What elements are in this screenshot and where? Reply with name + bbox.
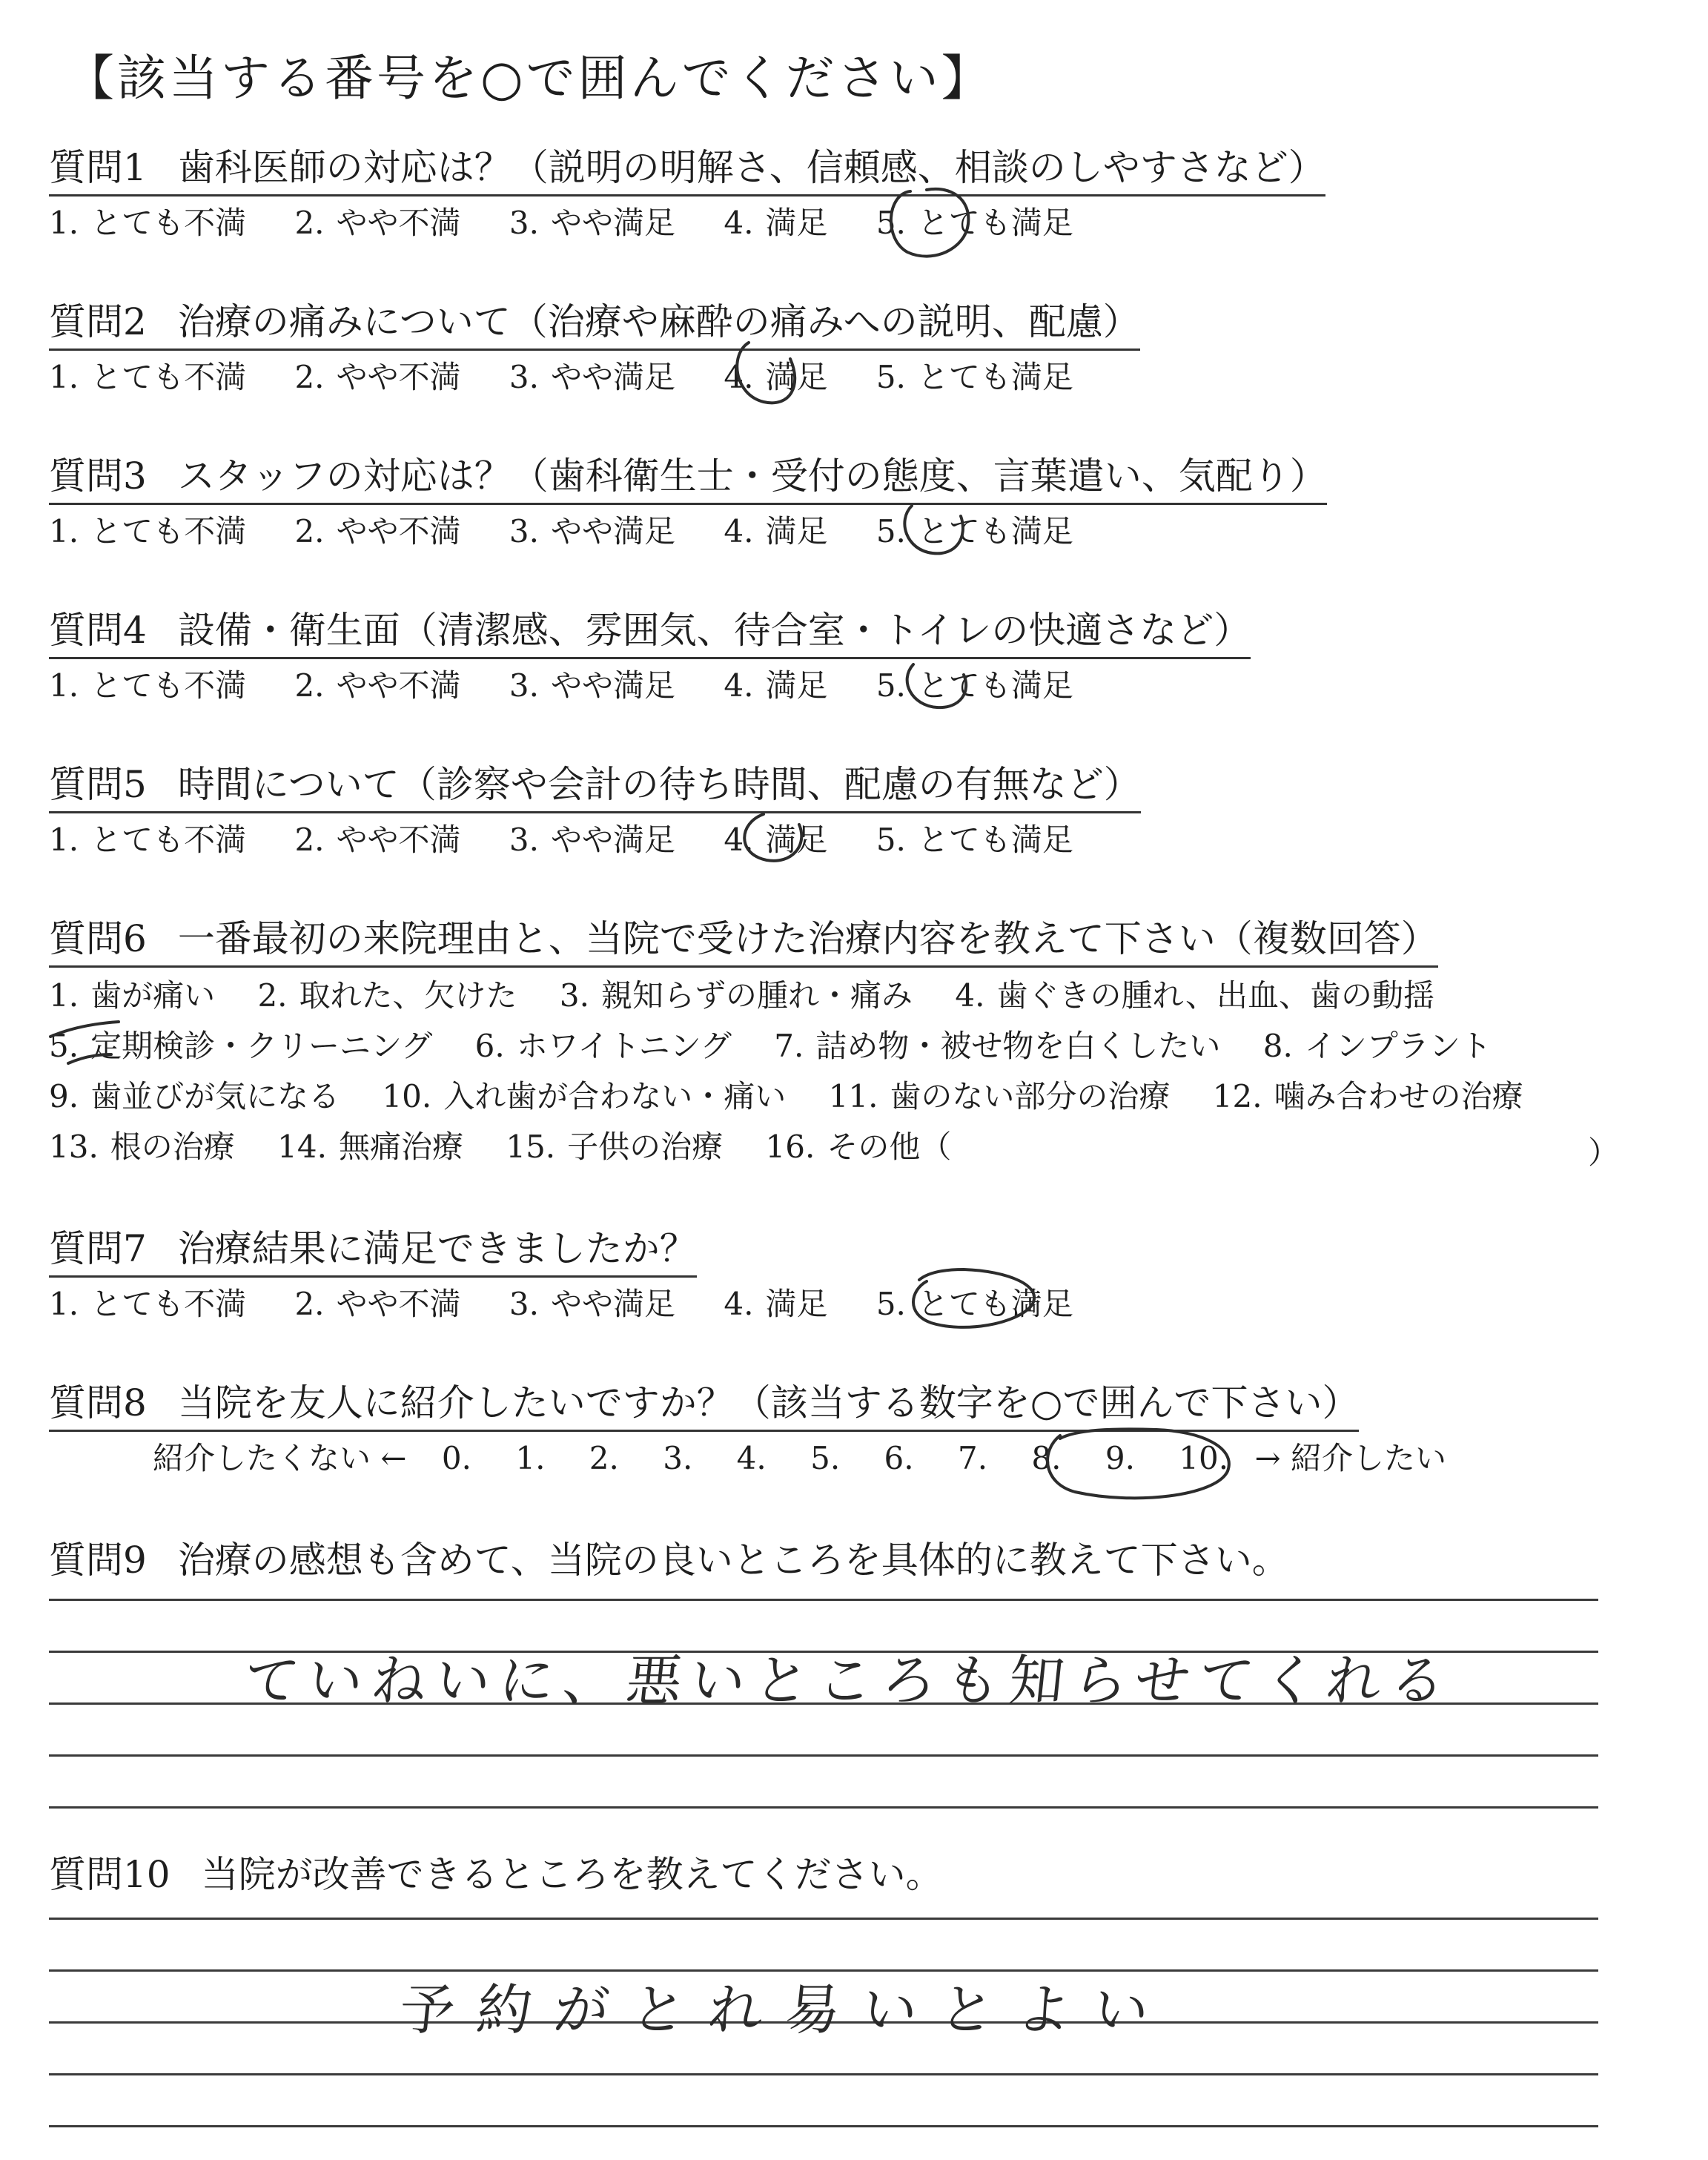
circle-mark-q7 <box>913 1269 1034 1327</box>
question-text: 治療の感想も含めて、当院の良いところを具体的に教えて下さい。 <box>177 1539 1289 1582</box>
scale-left-label: 紹介したくない ← <box>153 1440 407 1476</box>
option-5[interactable]: 5. とても満足 <box>875 513 1073 549</box>
option-2[interactable]: 2. やや不満 <box>294 359 461 395</box>
option-4[interactable]: 4. 満足 <box>724 822 828 858</box>
option-2[interactable]: 2. やや不満 <box>294 513 461 549</box>
circle-mark-q2 <box>737 343 795 403</box>
circle-mark-q4 <box>907 664 967 707</box>
option-6[interactable]: 6. ホワイトニング <box>474 1028 732 1064</box>
question-number: 質問4 <box>49 609 147 652</box>
question-number: 質問8 <box>49 1381 147 1424</box>
handwritten-answer-10[interactable]: 予約がとれ易いとよい <box>396 1978 1174 2042</box>
option-3[interactable]: 3. やや満足 <box>509 667 675 704</box>
option-12[interactable]: 12. 噛み合わせの治療 <box>1212 1078 1523 1114</box>
option-4[interactable]: 4. 満足 <box>724 359 828 395</box>
option-11[interactable]: 11. 歯のない部分の治療 <box>828 1078 1171 1114</box>
option-4[interactable]: 4. 満足 <box>724 205 828 241</box>
option-3[interactable]: 3. やや満足 <box>509 822 675 858</box>
option-5[interactable]: 5. とても満足 <box>875 205 1073 241</box>
option-2[interactable]: 2. やや不満 <box>294 822 461 858</box>
option-9[interactable]: 9. 歯並びが気になる <box>49 1078 340 1114</box>
circle-mark-q3 <box>904 506 963 553</box>
scale-5[interactable]: 5. <box>810 1440 841 1476</box>
option-5[interactable]: 5. 定期検診・クリーニング <box>49 1028 433 1064</box>
page-title: 【該当する番号を○で囲んでください】 <box>65 50 993 107</box>
option-2[interactable]: 2. やや不満 <box>294 205 461 241</box>
option-7[interactable]: 7. 詰め物・被せ物を白くしたい <box>774 1028 1221 1064</box>
question-number: 質問10 <box>49 1853 171 1896</box>
circle-mark-q1 <box>891 189 968 257</box>
strike-mark-q6 <box>50 1022 119 1063</box>
question-text: 治療の痛みについて（治療や麻酔の痛みへの説明、配慮） <box>177 300 1140 343</box>
question-number: 質問1 <box>49 146 147 189</box>
option-5[interactable]: 5. とても満足 <box>875 822 1073 858</box>
question-text: スタッフの対応は？（歯科衛生士・受付の態度、言葉遣い、気配り） <box>177 455 1327 498</box>
option-15[interactable]: 15. 子供の治療 <box>506 1129 724 1165</box>
option-3[interactable]: 3. やや満足 <box>509 205 675 241</box>
circle-mark-q8 <box>1047 1429 1229 1498</box>
option-8[interactable]: 8. インプラント <box>1262 1028 1492 1064</box>
question-text: 当院を友人に紹介したいですか？（該当する数字を○で囲んで下さい） <box>177 1381 1360 1424</box>
option-2[interactable]: 2. やや不満 <box>294 667 461 704</box>
scale-6[interactable]: 6. <box>884 1440 914 1476</box>
option-3[interactable]: 3. やや満足 <box>509 513 675 549</box>
circle-mark-q5 <box>744 814 801 861</box>
question-text: 歯科医師の対応は？（説明の明解さ、信頼感、相談のしやすさなど） <box>177 146 1325 189</box>
option-4[interactable]: 4. 満足 <box>724 1286 828 1322</box>
option-3[interactable]: 3. 親知らずの腫れ・痛み <box>559 977 913 1014</box>
option-2[interactable]: 2. 取れた、欠けた <box>257 977 517 1014</box>
question-text: 一番最初の来院理由と、当院で受けた治療内容を教えて下さい（複数回答） <box>177 917 1438 960</box>
option-3[interactable]: 3. やや満足 <box>509 359 675 395</box>
option-2[interactable]: 2. やや不満 <box>294 1286 461 1322</box>
scale-9[interactable]: 9. <box>1105 1440 1135 1476</box>
option-16[interactable]: 16. その他（ <box>765 1129 952 1165</box>
question-text: 当院が改善できるところを教えてください。 <box>201 1853 943 1896</box>
option-1[interactable]: 1. とても不満 <box>49 205 247 241</box>
scale-4[interactable]: 4. <box>736 1440 767 1476</box>
scale-7[interactable]: 7. <box>957 1440 988 1476</box>
option-1[interactable]: 1. とても不満 <box>49 822 247 858</box>
scale-0[interactable]: 0. <box>441 1440 471 1476</box>
option-4[interactable]: 4. 歯ぐきの腫れ、出血、歯の動揺 <box>955 977 1434 1014</box>
option-14[interactable]: 14. 無痛治療 <box>277 1129 463 1165</box>
option-1[interactable]: 1. とても不満 <box>49 359 247 395</box>
scale-2[interactable]: 2. <box>589 1440 619 1476</box>
scale-right-label: → 紹介したい <box>1254 1440 1446 1476</box>
option-1[interactable]: 1. とても不満 <box>49 513 247 549</box>
scale-10[interactable]: 10. <box>1179 1440 1229 1476</box>
scale-1[interactable]: 1. <box>515 1440 546 1476</box>
question-number: 質問5 <box>49 763 147 806</box>
handwritten-answer-9[interactable]: ていねいに、悪いところも知らせてくれる <box>240 1649 1457 1713</box>
option-5[interactable]: 5. とても満足 <box>875 667 1073 704</box>
scale-3[interactable]: 3. <box>663 1440 693 1476</box>
question-number: 質問2 <box>49 300 147 343</box>
option-10[interactable]: 10. 入れ歯が合わない・痛い <box>382 1078 787 1114</box>
question-text: 時間について（診察や会計の待ち時間、配慮の有無など） <box>177 763 1141 806</box>
other-close-paren: ） <box>1588 1135 1620 1171</box>
question-number: 質問7 <box>49 1227 147 1270</box>
option-1[interactable]: 1. 歯が痛い <box>49 977 216 1014</box>
option-3[interactable]: 3. やや満足 <box>509 1286 675 1322</box>
question-number: 質問6 <box>49 917 147 960</box>
option-4[interactable]: 4. 満足 <box>724 513 828 549</box>
option-5[interactable]: 5. とても満足 <box>875 1286 1073 1322</box>
option-4[interactable]: 4. 満足 <box>724 667 828 704</box>
option-5[interactable]: 5. とても満足 <box>875 359 1073 395</box>
option-1[interactable]: 1. とても不満 <box>49 667 247 704</box>
question-text: 設備・衛生面（清潔感、雰囲気、待合室・トイレの快適さなど） <box>177 609 1251 652</box>
question-text: 治療結果に満足できましたか？ <box>177 1227 697 1270</box>
question-number: 質問3 <box>49 455 147 498</box>
question-number: 質問9 <box>49 1539 147 1582</box>
option-1[interactable]: 1. とても不満 <box>49 1286 247 1322</box>
scale-8[interactable]: 8. <box>1031 1440 1062 1476</box>
option-13[interactable]: 13. 根の治療 <box>49 1129 235 1165</box>
